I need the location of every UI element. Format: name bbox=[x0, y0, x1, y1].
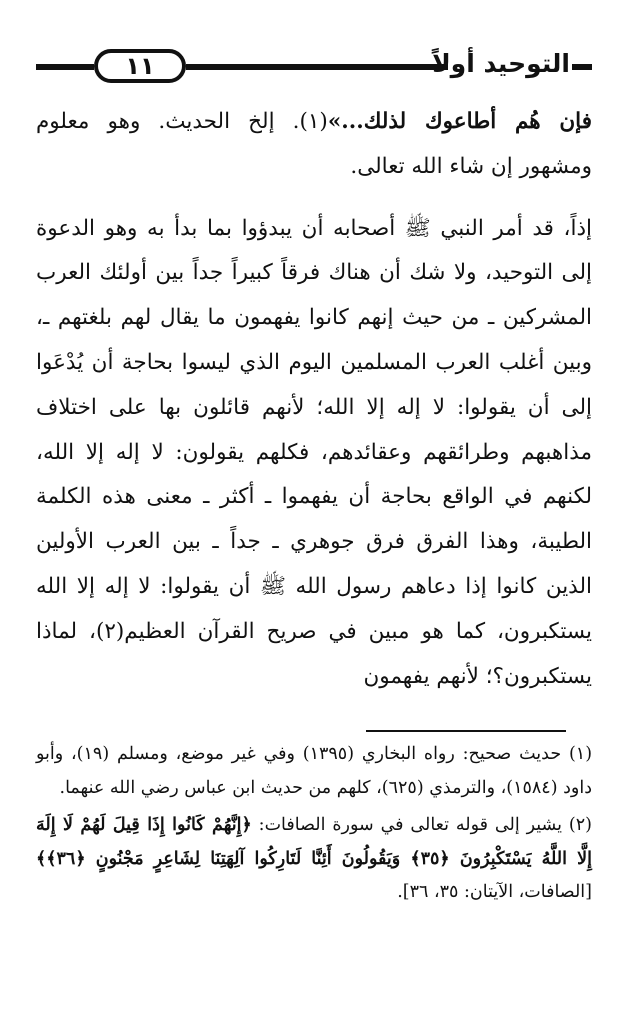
footnote-1: (١) حديث صحيح: رواه البخاري (١٣٩٥) وفي غير موضع، ومسلم (١٩)، وأبو داود (١٥٨٤)، والترمذي (٦٢٥)، كلهم من حديث ابن عباس رضي الله عنهما. bbox=[36, 744, 593, 798]
page-header bbox=[36, 44, 592, 94]
paragraph-2: إذاً، قد أمر النبي ﷺ أصحابه أن يبدؤوا بما بدأ به وهو الدعوة إلى التوحيد، ولا شك أن هناك فرقاً كبيراً جداً بين أولئك العرب المشركين ـ من حيث إنهم كانوا يفهمون ما يقال لهم بلغتهم ـ، وبين أغلب العرب المسلمين اليوم الذي ليسوا بحاجة أن يُدْعَوا إلى أن يقولوا: لا إله إلا الله؛ لأنهم قائلون بها على اختلاف مذاهبهم وطرائقهم وعقائدهم، فكلهم يقولون: لا إله إلا الله، لكنهم في الواقع بحاجة أن يفهموا ـ أكثر ـ معنى هذه الكلمة الطيبة، وهذا الفرق فرق جوهري ـ جداً ـ بين العرب الأولين الذين كانوا إذا دعاهم رسول الله ﷺ أن يقولوا: لا إله إلا الله يستكبرون، كما هو مبين في صريح القرآن العظيم(٢)، لماذا يستكبرون؟؛ لأنهم يفهمون bbox=[36, 215, 592, 689]
page-number: ١١ bbox=[94, 49, 186, 83]
main-text bbox=[36, 100, 592, 699]
running-title: التوحيد أولاً bbox=[432, 49, 570, 78]
verse-reference: [الصافات، الآيتان: ٣٥، ٣٦]. bbox=[397, 882, 592, 902]
footnote-separator bbox=[366, 730, 566, 732]
paragraph-1 bbox=[36, 100, 592, 190]
paragraph-1-text: (١). إلخ الحديث. وهو معلوم ومشهور إن شاء الله تعالى. bbox=[36, 109, 592, 179]
footnote-2 bbox=[36, 809, 592, 910]
header-rule-right bbox=[572, 64, 592, 70]
hadith-quote-end: فإن هُم أطاعوك لذلك...» bbox=[327, 109, 592, 134]
footnote-2-intro: (٢) يشير إلى قوله تعالى في سورة الصافات: bbox=[258, 815, 592, 835]
header-rule-middle bbox=[186, 64, 448, 70]
quran-verse: ﴿إِنَّهُمْ كَانُوا إِذَا قِيلَ لَهُمْ لَا إِلَهَ إِلَّا اللَّهُ يَسْتَكْبِرُونَ ﴿٣٥﴾ وَيَقُولُونَ أَئِنَّا لَتَارِكُوا آلِهَتِنَا لِشَاعِرٍ مَجْنُونٍ ﴿٣٦﴾﴾ bbox=[36, 815, 592, 869]
footnotes bbox=[36, 738, 592, 910]
header-rule-left bbox=[36, 64, 94, 70]
